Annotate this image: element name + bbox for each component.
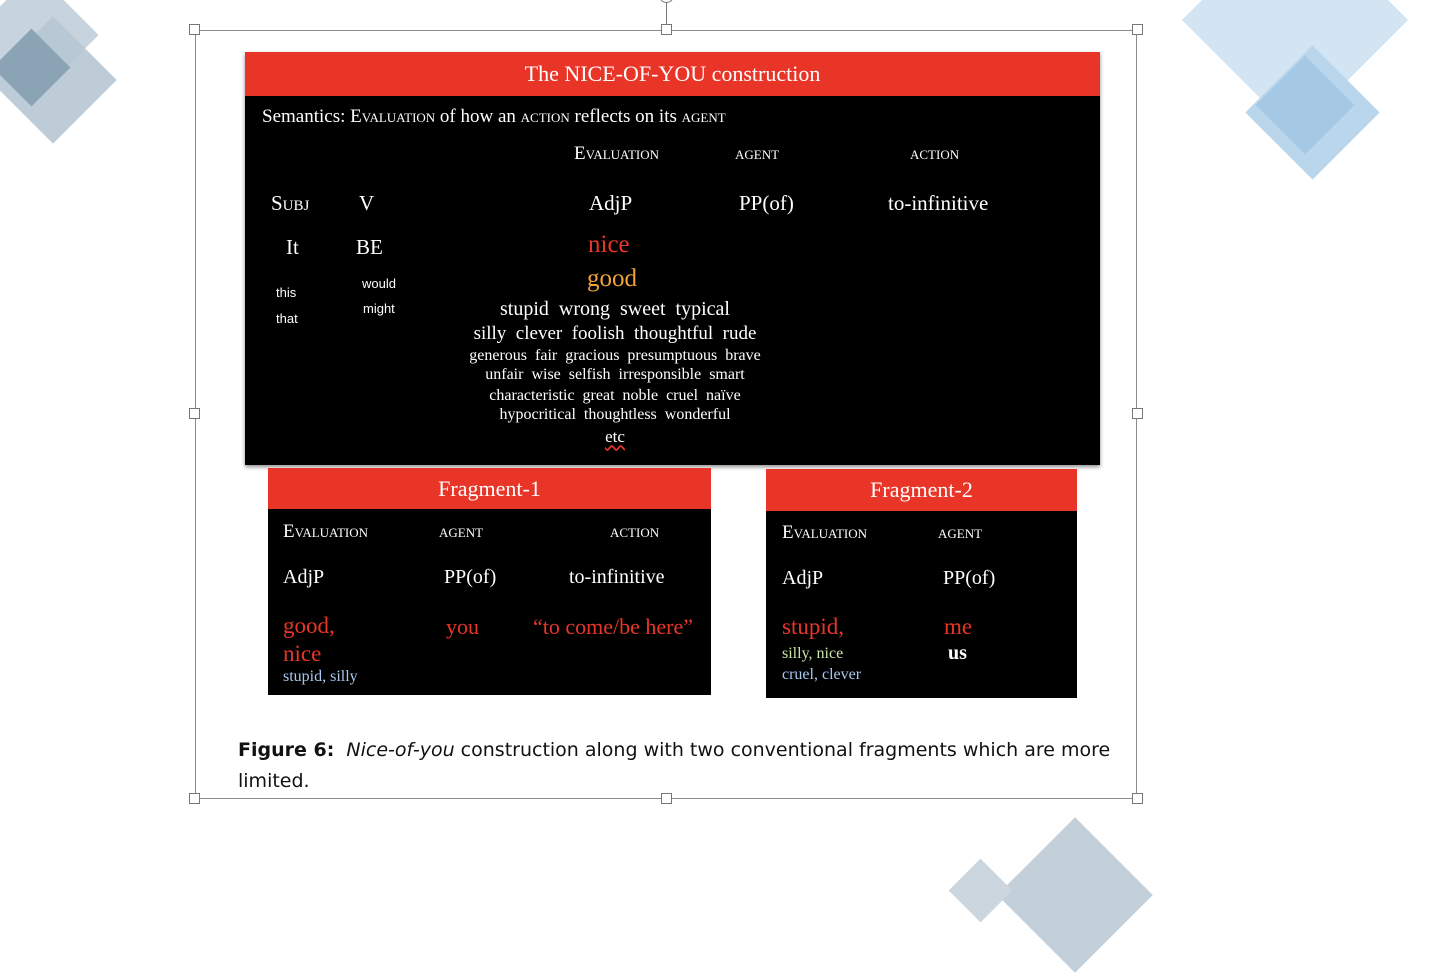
semantics-prefix: Semantics: [262, 106, 351, 127]
adj-line-6: hypocritical thoughtless wonderful [499, 406, 731, 423]
fragment-1-value-others: stupid, silly [283, 668, 358, 685]
semantics-text-1: of how an [435, 106, 521, 127]
role-action: action [910, 143, 960, 164]
fragment-1-value-you: you [446, 614, 479, 639]
decor-diamond-bottom-2 [949, 859, 1013, 923]
semantics-text-2: reflects on its [569, 106, 682, 127]
adj-etc [445, 427, 785, 447]
semantics-action: action [520, 106, 570, 127]
rotate-handle[interactable] [659, 0, 674, 3]
resize-handle-top-center[interactable] [661, 24, 672, 35]
resize-handle-bottom-right[interactable] [1132, 793, 1143, 804]
fragment-2-value-stupid: stupid, [782, 614, 844, 639]
caption-label: Figure 6: [238, 739, 335, 761]
semantics-evaluation: Evaluation [350, 106, 436, 127]
rotate-handle-line [666, 0, 667, 24]
fragment-2-role-agent: agent [938, 522, 983, 543]
adj-line-1: stupid wrong sweet typical [500, 298, 730, 320]
caption-italic: Nice-of-you [346, 739, 455, 761]
fragment-2-role-evaluation: Evaluation [782, 522, 868, 543]
role-evaluation: Evaluation [574, 143, 660, 164]
adj-line-5: characteristic great noble cruel naïve [489, 387, 741, 404]
adj-nice: nice [588, 231, 630, 258]
filler-be: BE [356, 235, 383, 259]
fragment-2-cat-adjp: AdjP [782, 567, 824, 589]
fragment-1-role-agent: agent [439, 521, 484, 542]
adj-good: good [587, 265, 637, 292]
role-agent: agent [735, 143, 780, 164]
cat-subj: Subj [271, 191, 310, 215]
filler-it: It [286, 235, 299, 259]
filler-that: that [276, 311, 298, 326]
construction-title: The NICE-OF-YOU construction [245, 52, 1100, 96]
fragment-1-role-evaluation: Evaluation [283, 521, 369, 542]
cat-adjp: AdjP [589, 191, 633, 215]
figure-caption [238, 735, 1118, 797]
cat-to-infinitive: to-infinitive [888, 191, 989, 215]
adj-line-4: unfair wise selfish irresponsible smart [485, 366, 745, 383]
fragment-2-value-us: us [948, 642, 967, 664]
resize-handle-bottom-left[interactable] [189, 793, 200, 804]
fragment-1-value-nice: nice [283, 641, 322, 666]
resize-handle-middle-right[interactable] [1132, 408, 1143, 419]
fragment-2-title: Fragment-2 [766, 469, 1077, 511]
fragment-2-value-me: me [944, 614, 973, 639]
cat-v: V [359, 191, 375, 215]
caption-text: construction along with two conventional fragments which are more limited. [238, 739, 1111, 792]
fragment-1-cat-adjp: AdjP [283, 566, 325, 588]
fragment-2-value-silly-nice: silly, nice [782, 645, 844, 662]
semantics-agent: agent [681, 106, 726, 127]
filler-would: would [362, 276, 396, 291]
fragment-2-value-cruel-clever: cruel, clever [782, 666, 862, 683]
fragment-1-cat-pp-of: PP(of) [444, 566, 497, 588]
fragment-1-value-good: good, [283, 613, 335, 638]
filler-this: this [276, 285, 297, 300]
adj-line-2: silly clever foolish thoughtful rude [473, 323, 757, 344]
cat-pp-of: PP(of) [739, 191, 794, 215]
fragment-1-role-action: action [610, 521, 660, 542]
fragment-2-cat-pp-of: PP(of) [943, 567, 996, 589]
filler-might: might [363, 301, 395, 316]
resize-handle-middle-left[interactable] [189, 408, 200, 419]
fragment-1-title: Fragment-1 [268, 468, 711, 509]
decor-diamond-bottom-1 [997, 817, 1153, 973]
resize-handle-top-right[interactable] [1132, 24, 1143, 35]
fragment-1-value-action: “to come/be here” [533, 614, 694, 639]
adj-etc-text: etc [605, 427, 625, 446]
fragment-1-cat-to-infinitive: to-infinitive [569, 566, 665, 588]
adj-line-3: generous fair gracious presumptuous brave [469, 347, 761, 364]
semantics-line [262, 106, 726, 128]
resize-handle-top-left[interactable] [189, 24, 200, 35]
